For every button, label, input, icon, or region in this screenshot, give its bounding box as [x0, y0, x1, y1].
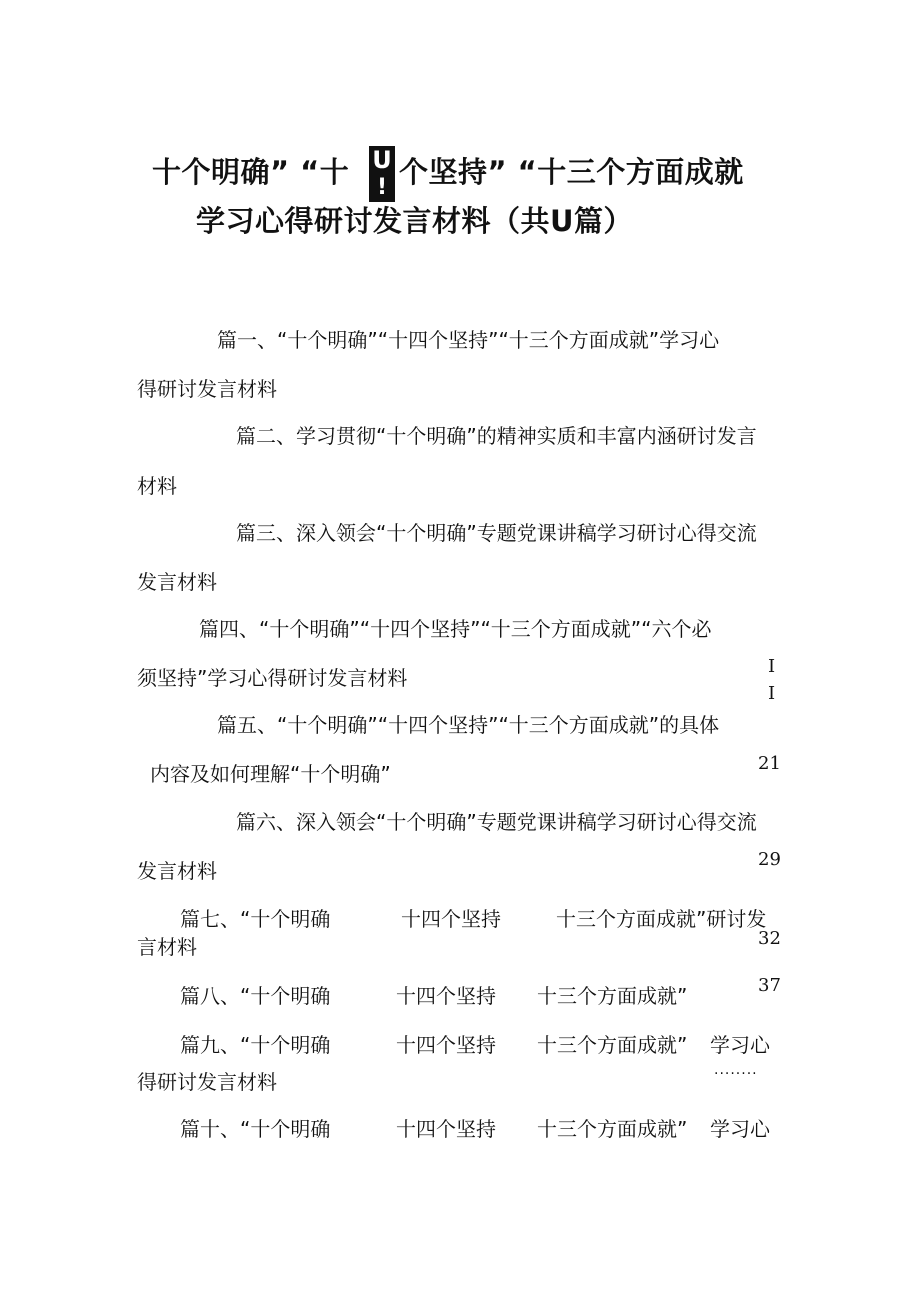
toc-entry-10-part3: 十三个方面成就” — [537, 1117, 688, 1141]
toc-entry-3-line1: 篇三、深入领会“十个明确”专题党课讲稿学习研讨心得交流 — [236, 521, 757, 545]
title-badge-bottom: ! — [376, 175, 388, 200]
toc-entry-9-part1: 篇九、“十个明确 — [180, 1033, 331, 1057]
toc-entry-6-line2: 发言材料 — [137, 859, 217, 883]
title-line1-part2: 个坚持” “十三个方面成就 — [399, 155, 744, 189]
toc-entry-9-leader-dots: ........ — [714, 1062, 758, 1078]
toc-entry-5-page: 21 — [758, 753, 781, 774]
toc-entry-9-part2: 十四个坚持 — [396, 1033, 496, 1057]
toc-entry-8-part2: 十四个坚持 — [396, 984, 496, 1008]
toc-entry-8-part1: 篇八、“十个明确 — [180, 984, 331, 1008]
toc-entry-1-line2: 得研讨发言材料 — [137, 377, 277, 401]
toc-entry-1-line1: 篇一、“十个明确”“十四个坚持”“十三个方面成就”学习心 — [217, 328, 720, 352]
toc-entry-9-line2: 得研讨发言材料 — [137, 1070, 277, 1094]
toc-entry-4-page-mark-1: I — [768, 656, 776, 677]
toc-entry-7-line1-part2: 十四个坚持 — [401, 907, 501, 931]
toc-entry-3-line2: 发言材料 — [137, 570, 217, 594]
toc-entry-7-page: 32 — [758, 928, 781, 949]
title-badge — [369, 146, 395, 202]
toc-entry-9-part3: 十三个方面成就” — [537, 1033, 688, 1057]
toc-entry-5-line2: 内容及如何理解“十个明确” — [150, 762, 391, 786]
toc-entry-7-line1-part3: 十三个方面成就”研讨发 — [556, 907, 767, 931]
toc-entry-4-page-mark-2: I — [768, 683, 776, 704]
toc-entry-9-part4: 学习心 — [710, 1033, 770, 1057]
toc-entry-4-line1: 篇四、“十个明确”“十四个坚持”“十三个方面成就”“六个必 — [199, 617, 712, 641]
title-line1-part1: 十个明确” “十 — [152, 155, 350, 189]
toc-entry-10-part1: 篇十、“十个明确 — [180, 1117, 331, 1141]
toc-entry-2-line1: 篇二、学习贯彻“十个明确”的精神实质和丰富内涵研讨发言 — [236, 424, 757, 448]
toc-entry-4-line2: 须坚持”学习心得研讨发言材料 — [137, 666, 408, 690]
toc-entry-5-line1: 篇五、“十个明确”“十四个坚持”“十三个方面成就”的具体 — [217, 713, 720, 737]
toc-entry-6-page: 29 — [758, 849, 781, 870]
toc-entry-7-line1-part1: 篇七、“十个明确 — [180, 907, 331, 931]
toc-entry-10-part4: 学习心 — [710, 1117, 770, 1141]
toc-entry-8-page: 37 — [758, 975, 781, 996]
toc-entry-10-part2: 十四个坚持 — [396, 1117, 496, 1141]
toc-entry-6-line1: 篇六、深入领会“十个明确”专题党课讲稿学习研讨心得交流 — [236, 810, 757, 834]
toc-entry-2-line2: 材料 — [137, 474, 177, 498]
title-line2: 学习心得研讨发言材料（共U篇） — [196, 204, 634, 238]
toc-entry-7-line2: 言材料 — [137, 935, 197, 959]
title-badge-top: U — [372, 146, 392, 174]
toc-entry-8-part3: 十三个方面成就” — [537, 984, 688, 1008]
